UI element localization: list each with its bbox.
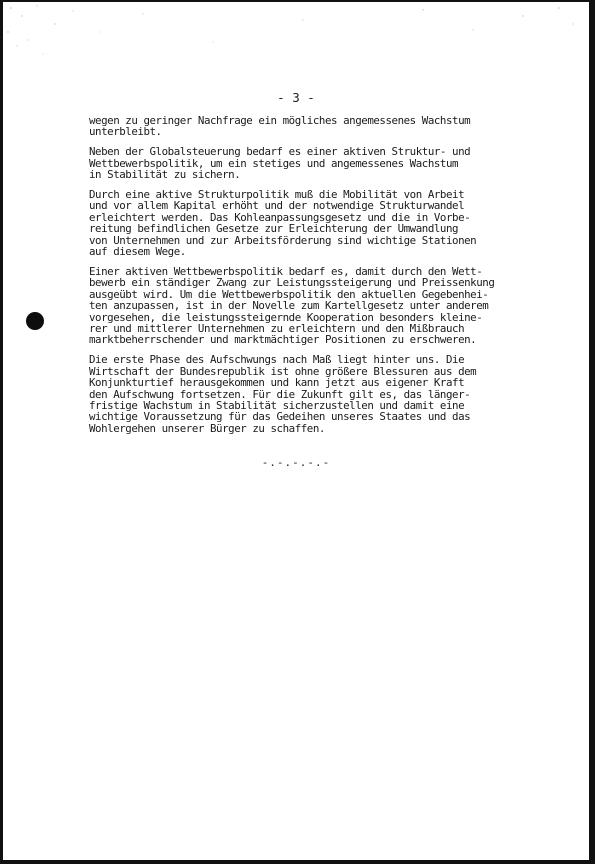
body-text xyxy=(89,115,541,443)
text-line: marktbeherrschender und marktmächtiger Positionen zu erschweren. xyxy=(89,334,477,346)
paragraph xyxy=(89,146,541,180)
text-line: Einer aktiven Wettbewerbspolitik bedarf es, damit durch den Wett- xyxy=(89,265,483,278)
paragraph xyxy=(89,354,541,434)
page-number: - 3 - xyxy=(277,90,315,105)
text-line: Wettbewerbspolitik, um ein stetiges und angemessenes Wachstum xyxy=(89,157,459,170)
text-line: ausgeübt wird. Um die Wettbewerbspolitik den aktuellen Gegebenhei- xyxy=(89,288,489,301)
text-line: erleichtert werden. Das Kohleanpassungsgesetz und die in Vorbe- xyxy=(89,211,471,224)
paragraph xyxy=(89,115,541,138)
punch-hole xyxy=(26,312,44,330)
text-line: bewerb ein ständiger Zwang zur Leistungssteigerung und Preissenkung xyxy=(89,277,495,289)
paragraph xyxy=(89,266,541,346)
text-line: wichtige Voraussetzung für das Gedeihen unseres Staates und das xyxy=(89,411,471,423)
text-line: vorgesehen, die leistungssteigernde Kooperation besonders kleine- xyxy=(89,311,483,323)
text-line: auf diesem Wege. xyxy=(89,246,186,258)
text-line: rer und mittlerer Unternehmen zu erleichtern und den Mißbrauch xyxy=(89,323,465,335)
text-line: von Unternehmen und zur Arbeitsförderung sind wichtige Stationen xyxy=(89,234,477,247)
text-line: reitung befindlichen Gesetze zur Erleichterung der Umwandlung xyxy=(89,223,459,235)
text-line: Konjunkturtief herausgekommen und kann jetzt aus eigener Kraft xyxy=(89,377,465,389)
end-mark: -.-.-.-.- xyxy=(261,456,331,469)
text-line: Die erste Phase des Aufschwungs nach Maß liegt hinter uns. Die xyxy=(89,354,465,366)
document-page xyxy=(3,2,589,860)
text-line: ten anzupassen, ist in der Novelle zum Kartellgesetz unter anderem xyxy=(89,300,489,312)
text-line: in Stabilität zu sichern. xyxy=(89,169,241,181)
text-line: Durch eine aktive Strukturpolitik muß die Mobilität von Arbeit xyxy=(89,189,465,201)
text-line: Wohlergehen unserer Bürger zu schaffen. xyxy=(89,422,325,435)
paragraph xyxy=(89,189,541,257)
text-line: den Aufschwung fortsetzen. Für die Zukunft gilt es, das länger- xyxy=(89,388,471,400)
text-line: Neben der Globalsteuerung bedarf es einer aktiven Struktur- und xyxy=(89,146,471,158)
text-line: fristige Wachstum in Stabilität sicherzustellen und damit eine xyxy=(89,399,465,412)
text-line: wegen zu geringer Nachfrage ein mögliches angemessenes Wachstum xyxy=(89,115,471,127)
text-line: Wirtschaft der Bundesrepublik ist ohne größere Blessuren aus dem xyxy=(89,365,477,378)
text-line: unterbleibt. xyxy=(89,126,162,138)
scan-noise xyxy=(3,2,589,62)
text-line: und vor allem Kapital erhöht und der notwendige Strukturwandel xyxy=(89,200,465,212)
